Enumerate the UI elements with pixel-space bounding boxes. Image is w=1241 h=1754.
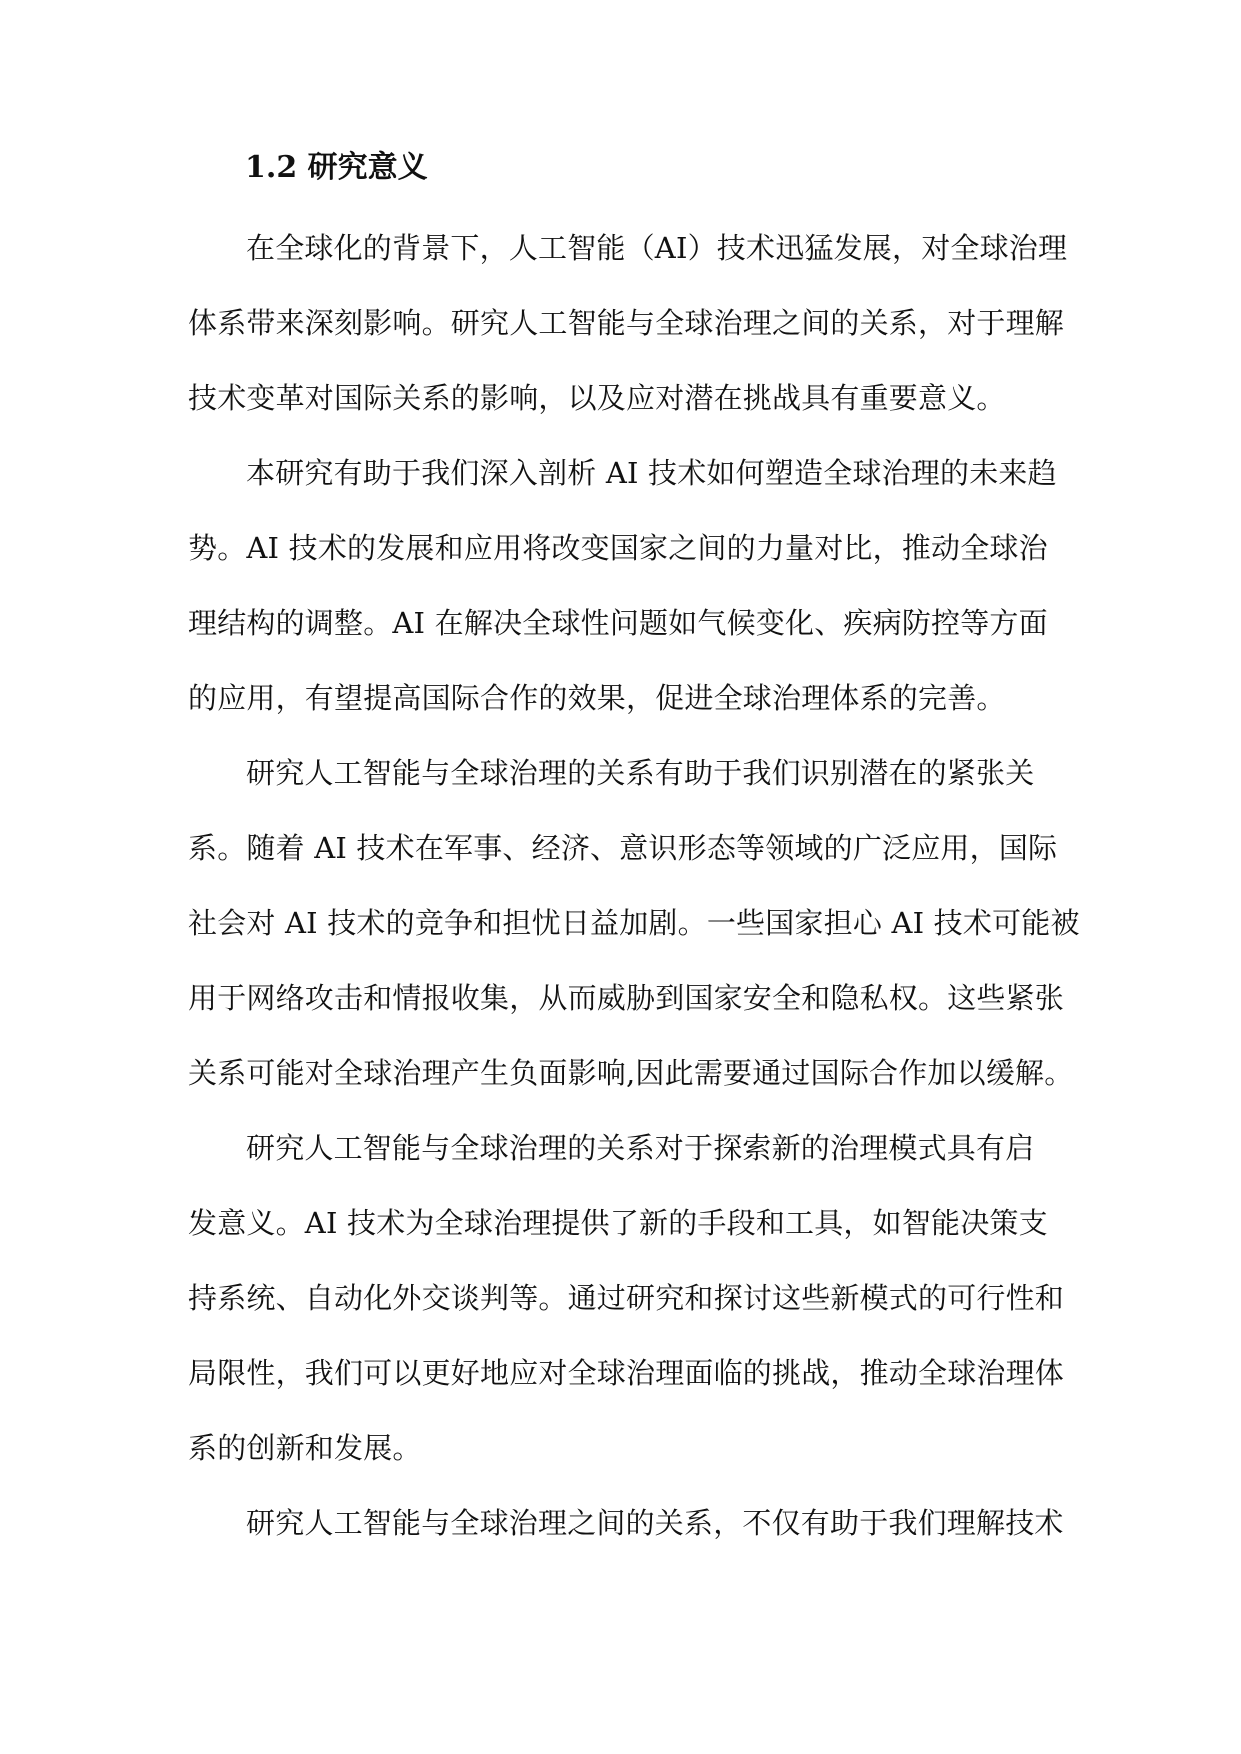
body-line: 理结构的调整。AI 在解决全球性问题如气候变化、疾病防控等方面 xyxy=(188,606,1048,640)
body-line: 技术变革对国际关系的影响，以及应对潜在挑战具有重要意义。 xyxy=(188,381,1006,415)
body-line: 发意义。AI 技术为全球治理提供了新的手段和工具，如智能决策支 xyxy=(188,1206,1048,1240)
body-line: 研究人工智能与全球治理的关系对于探索新的治理模式具有启 xyxy=(246,1131,1035,1165)
body-line: 研究人工智能与全球治理之间的关系，不仅有助于我们理解技术 xyxy=(246,1506,1064,1540)
body-line: 体系带来深刻影响。研究人工智能与全球治理之间的关系，对于理解 xyxy=(188,306,1065,340)
body-line: 关系可能对全球治理产生负面影响,因此需要通过国际合作加以缓解。 xyxy=(188,1056,1074,1090)
body-line: 持系统、自动化外交谈判等。通过研究和探讨这些新模式的可行性和 xyxy=(188,1281,1065,1315)
body-line: 在全球化的背景下，人工智能（AI）技术迅猛发展，对全球治理 xyxy=(246,231,1068,265)
section-heading: 1.2 研究意义 xyxy=(245,150,428,185)
body-line: 的应用，有望提高国际合作的效果，促进全球治理体系的完善。 xyxy=(188,681,1006,715)
body-line: 局限性，我们可以更好地应对全球治理面临的挑战，推动全球治理体 xyxy=(188,1356,1065,1390)
body-line: 系。随着 AI 技术在军事、经济、意识形态等领域的广泛应用，国际 xyxy=(188,831,1058,865)
body-line: 势。AI 技术的发展和应用将改变国家之间的力量对比，推动全球治 xyxy=(188,531,1048,565)
body-line: 用于网络攻击和情报收集，从而威胁到国家安全和隐私权。这些紧张 xyxy=(188,981,1065,1015)
body-line: 本研究有助于我们深入剖析 AI 技术如何塑造全球治理的未来趋 xyxy=(246,456,1057,490)
body-line: 研究人工智能与全球治理的关系有助于我们识别潜在的紧张关 xyxy=(246,756,1035,790)
body-line: 系的创新和发展。 xyxy=(188,1431,422,1465)
body-line: 社会对 AI 技术的竞争和担忧日益加剧。一些国家担心 AI 技术可能被 xyxy=(188,906,1080,940)
